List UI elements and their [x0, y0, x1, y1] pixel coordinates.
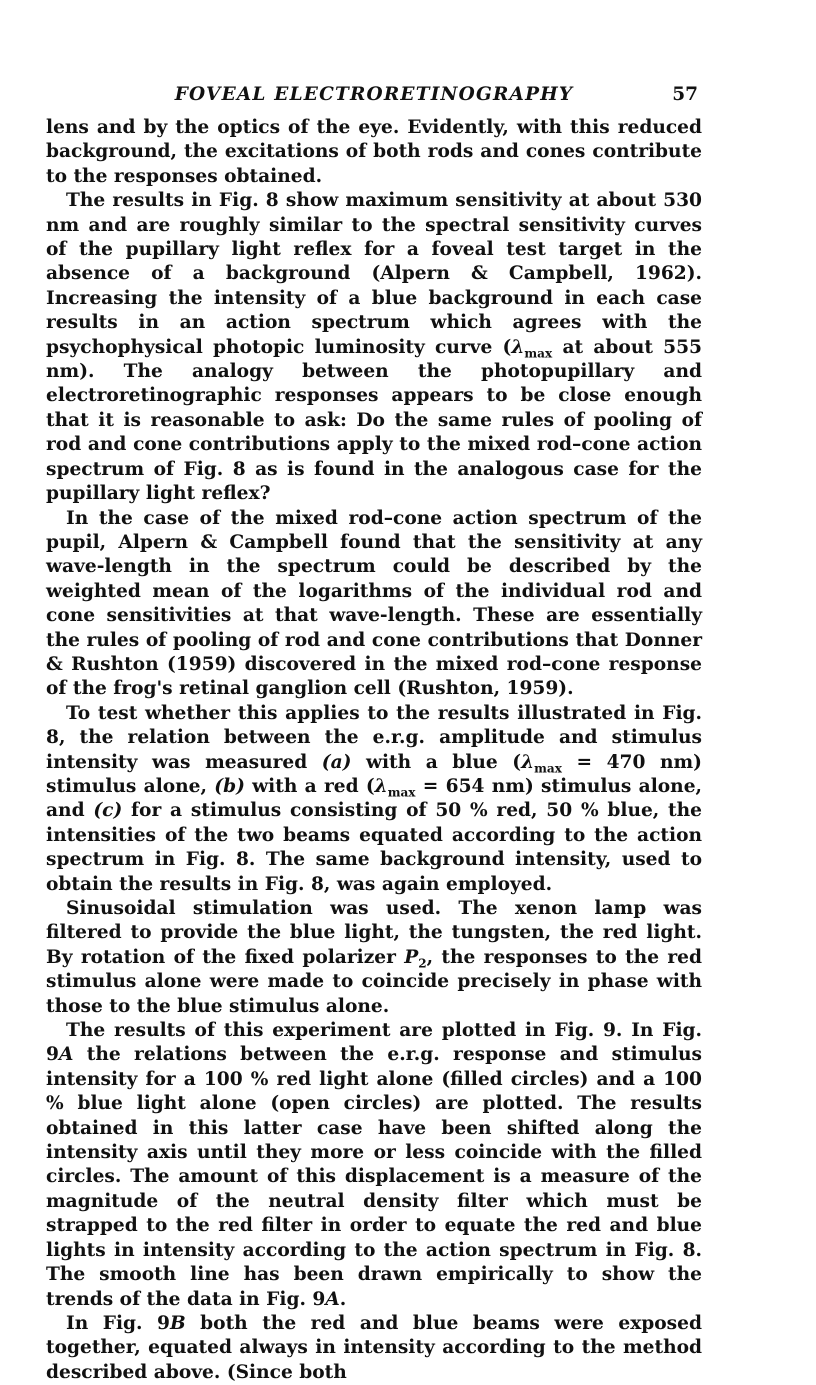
- max-subscript: max: [524, 346, 553, 361]
- paragraph-4-text-a: To test whether this applies to the results illustrated in Fig. 8, the relation between the e.r.g. amplitude and stimulus intensity was measured: [46, 702, 702, 773]
- paragraph-6-text-c: .: [339, 1288, 347, 1310]
- paragraph-4-text-d: with a red (: [244, 775, 375, 797]
- paragraph-6-text-b: the relations between the e.r.g. response and stimulus intensity for a 100 % red light alone (filled circles) and a 100 % blue light alone (open circles) are plotted. The results obtained in this latter case have been shifted along the intensity axis until they more or less coincide with the filled circles. The amount of this displacement is a measure of the magnitude of the neutral density filter which must be strapped to the red filter in order to equate the red and blue lights in intensity according to the action spectrum in Fig. 8. The smooth line has been drawn empirically to show the trends of the data in Fig. 9: [46, 1044, 702, 1310]
- paragraph-7: [46, 1312, 702, 1385]
- figure-panel-label: A: [58, 1044, 74, 1066]
- item-label-b: (b): [214, 775, 245, 797]
- lambda-symbol: λ: [374, 775, 388, 797]
- paragraph-3: In the case of the mixed rod–cone action spectrum of the pupil, Alpern & Campbell found that the sensitivity at any wave-length in the spectrum could be described by the weighted mean of the logarithms of the individual rod and cone sensitivities at that wave-length. These are essentially the rules of pooling of rod and cone contributions that Donner & Rushton (1959) discovered in the mixed rod–cone response of the frog's retinal ganglion cell (Rushton, 1959).: [46, 507, 702, 700]
- lambda-symbol: λ: [511, 336, 525, 358]
- paragraph-5-text-a: Sinusoidal stimulation was used. The xenon lamp was filtered to provide the blue light, the tungsten, the red light. By rotation of the fixed polarizer: [46, 898, 702, 968]
- paragraph-4-text-f: for a stimulus consisting of 50 % red, 50 % blue, the intensities of the two beams equated according to the action spectrum in Fig. 8. The same background intensity, used to obtain the results in Fig. 8, was again employed.: [46, 800, 702, 895]
- item-label-a: (a): [321, 751, 352, 773]
- paragraph-5: [46, 897, 702, 1019]
- paragraph-2: [46, 189, 702, 506]
- page: [46, 84, 702, 1385]
- paragraph-6-text-a: The results of this experiment are plotted in Fig. 9. In Fig. 9: [46, 1020, 702, 1066]
- item-label-c: (c): [93, 800, 123, 822]
- polarizer-symbol: P: [404, 946, 419, 968]
- paragraph-7-text-a: In Fig. 9: [66, 1312, 170, 1334]
- polarizer-subscript: 2: [418, 956, 427, 971]
- paragraph-2-text-a: The results in Fig. 8 show maximum sensitivity at about 530 nm and are roughly similar to the spectral sensitivity curves of the pupillary light reflex for a foveal test target in the absence of a background (Alpern & Campbell, 1962). Increasing the intensity of a blue background in each case results in an action spectrum which agrees with the psychophysical photopic luminosity curve (: [46, 190, 702, 358]
- max-subscript: max: [387, 785, 416, 800]
- paragraph-4: [46, 702, 702, 897]
- paragraph-1: lens and by the optics of the eye. Evidently, with this reduced background, the excitations of both rods and cones contribute to the responses obtained.: [46, 117, 702, 187]
- page-number: 57: [672, 84, 698, 105]
- running-title: FOVEAL ELECTRORETINOGRAPHY: [174, 84, 574, 105]
- paragraph-4-text-c: = 470 nm) stimulus alone,: [46, 751, 702, 797]
- figure-panel-label: A: [325, 1288, 340, 1310]
- paragraph-6: [46, 1019, 702, 1312]
- paragraph-7-text-b: both the red and blue beams were exposed together, equated always in intensity according to the method described above. (Since both: [46, 1312, 702, 1383]
- lambda-symbol: λ: [521, 751, 535, 773]
- paragraph-2-text-b: at about 555 nm). The analogy between the photopupillary and electroretinographic responses appears to be close enough that it is reasonable to ask: Do the same rules of pooling of rod and cone contributions apply to the mixed rod–cone action spectrum of Fig. 8 as is found in the analogous case for the pupillary light reflex?: [46, 336, 702, 505]
- running-head: [46, 84, 702, 116]
- max-subscript: max: [534, 761, 562, 776]
- paragraph-4-text-e: = 654 nm) stimulus alone, and: [46, 775, 702, 822]
- figure-panel-label: B: [169, 1312, 186, 1334]
- paragraph-4-text-b: with a blue (: [351, 751, 522, 773]
- paragraph-5-text-b: , the responses to the red stimulus alone were made to coincide precisely in phase with those to the blue stimulus alone.: [46, 946, 702, 1017]
